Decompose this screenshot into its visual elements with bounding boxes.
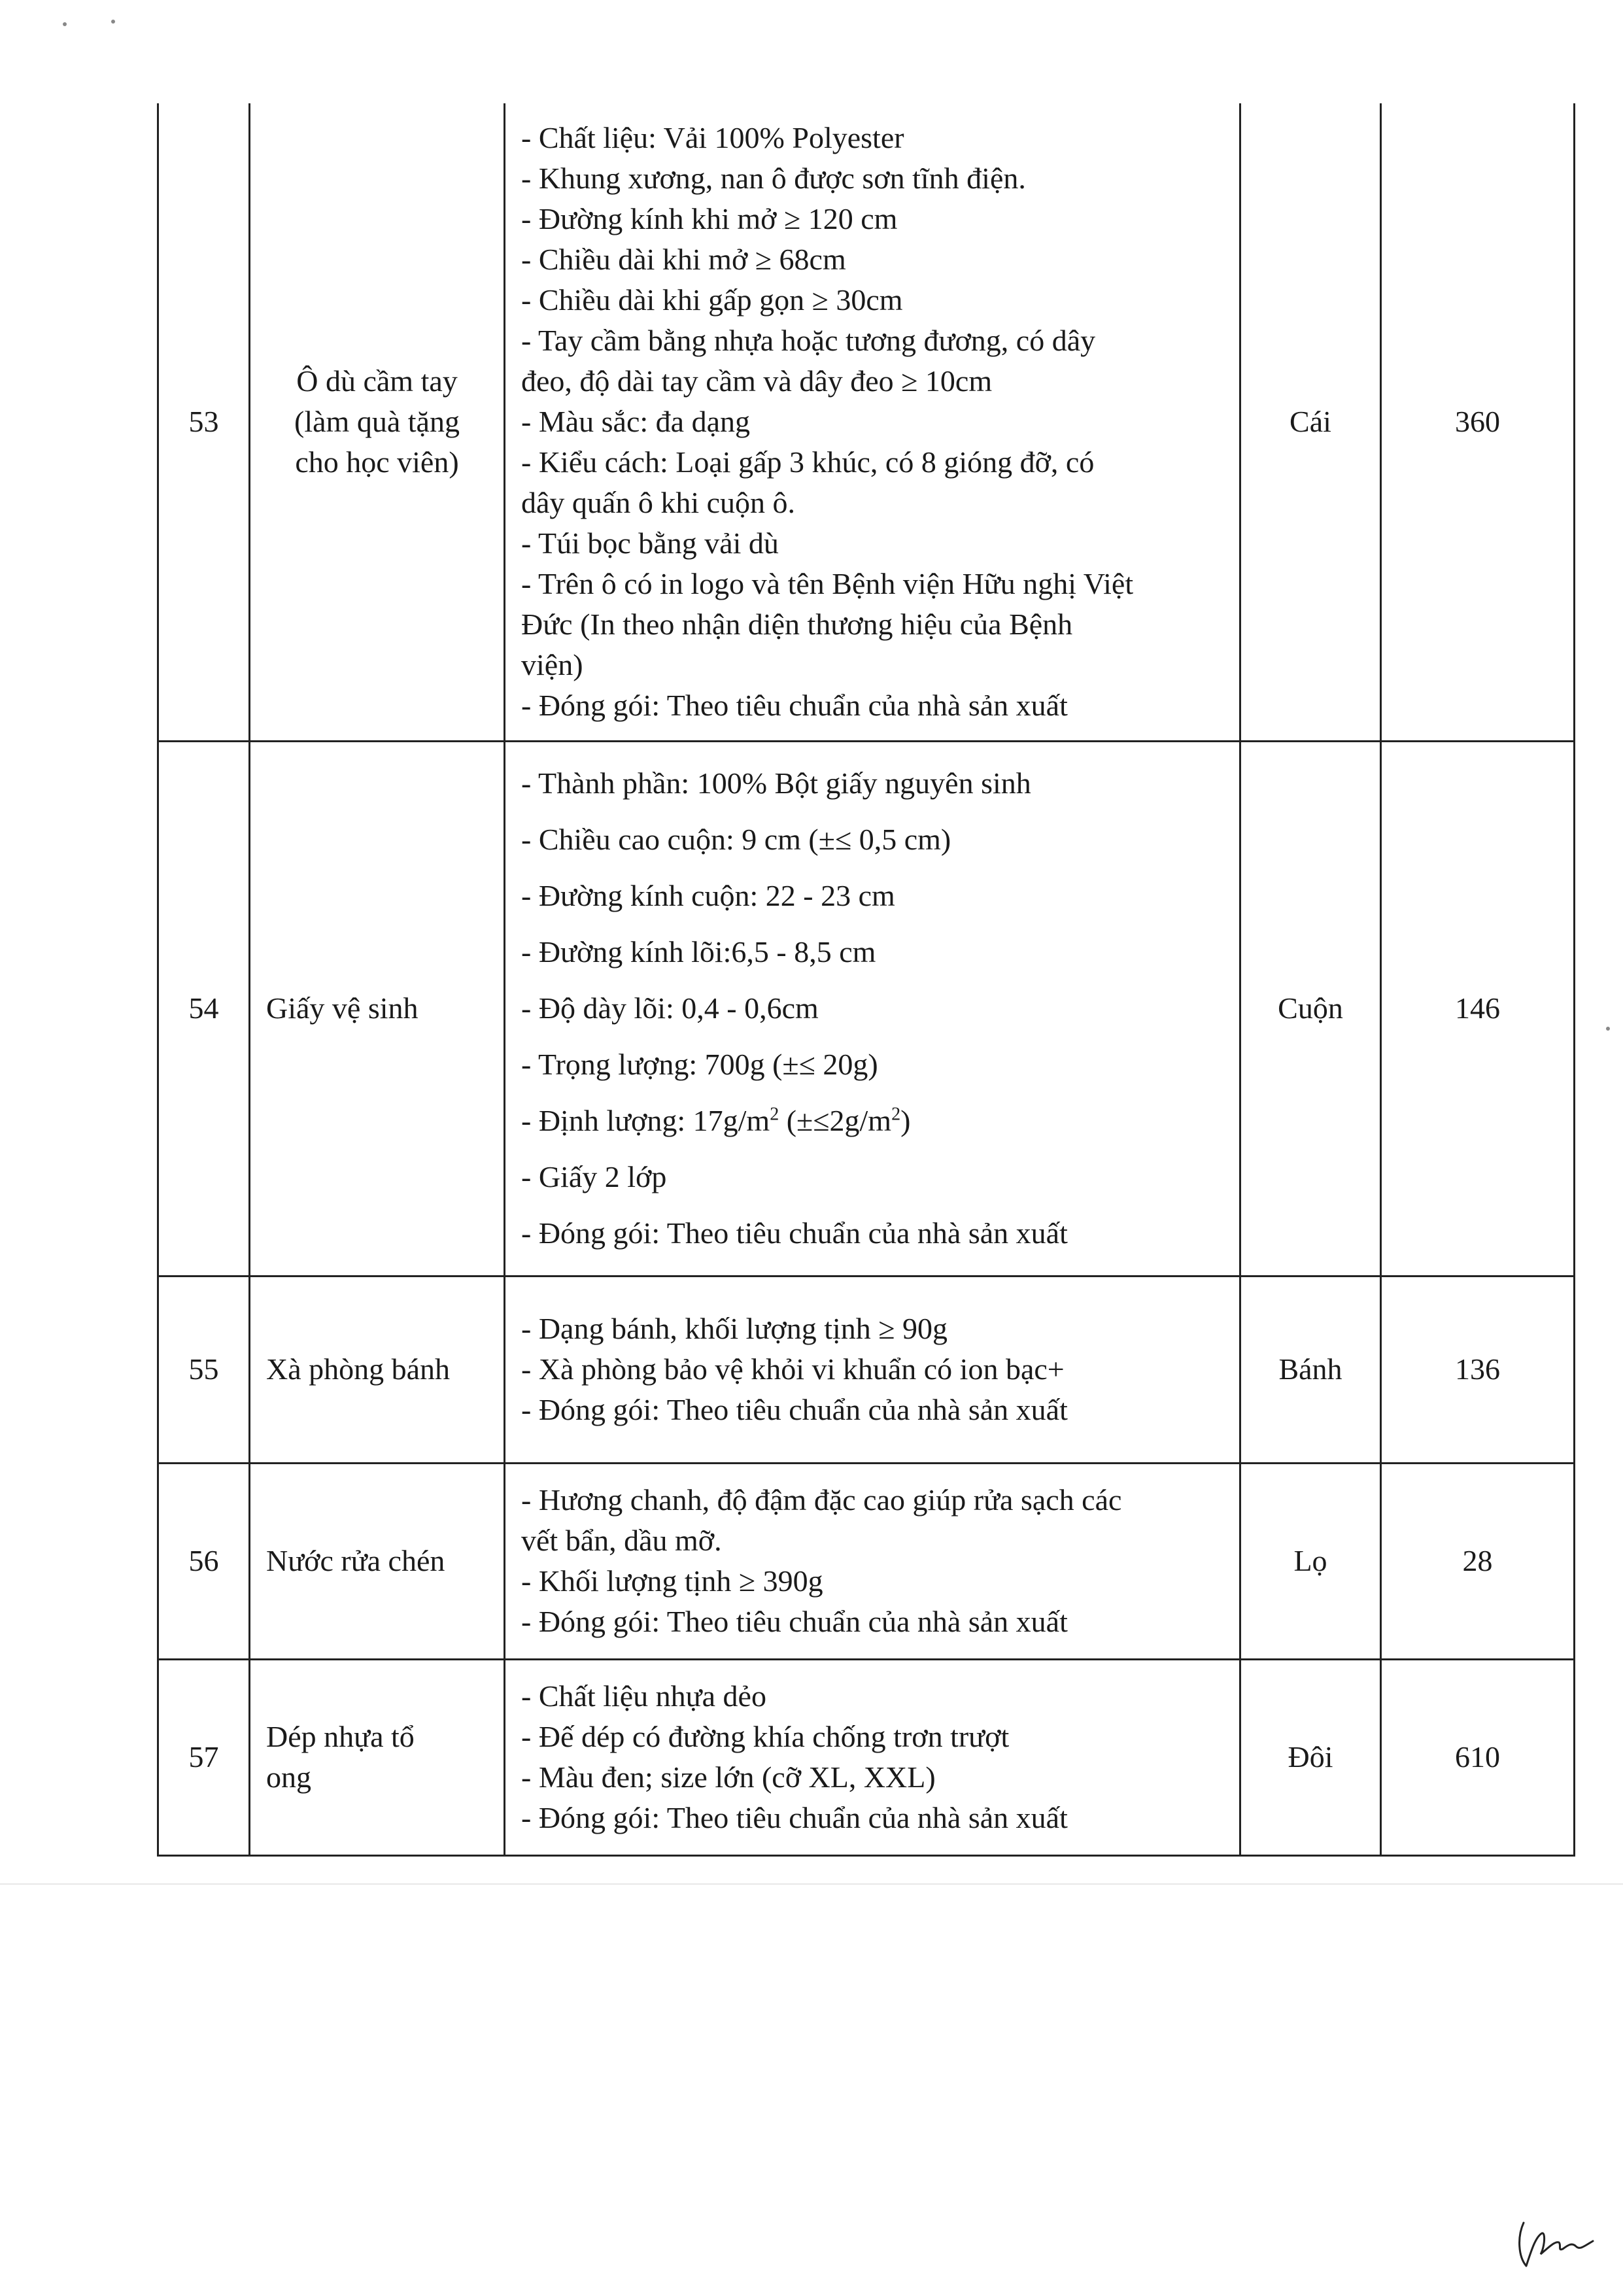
- item-number: 54: [158, 741, 250, 1276]
- spec-line: - Đóng gói: Theo tiêu chuẩn của nhà sản xuất: [521, 688, 1068, 722]
- spec-text: - Định lượng: 17g/m: [521, 1104, 770, 1137]
- item-specification: [505, 1463, 1240, 1659]
- item-specification: [505, 741, 1240, 1276]
- handwritten-signature: [1512, 2211, 1597, 2270]
- scan-speck: [63, 22, 67, 26]
- spec-line: - Màu đen; size lớn (cỡ XL, XXL): [521, 1760, 936, 1794]
- spec-line: - Đế dép có đường khía chống trơn trượt: [521, 1720, 1010, 1753]
- spec-line-dinh-luong: [521, 1093, 1223, 1149]
- spec-line: - Độ dày lõi: 0,4 - 0,6cm: [521, 991, 819, 1025]
- scan-speck: [1606, 1027, 1610, 1031]
- table-row-57: [158, 1659, 1575, 1855]
- spec-line: - Dạng bánh, khối lượng tịnh ≥ 90g: [521, 1312, 948, 1345]
- spec-line: - Chiều dài khi mở ≥ 68cm: [521, 242, 846, 276]
- spec-line: - Đóng gói: Theo tiêu chuẩn của nhà sản xuất: [521, 1393, 1068, 1426]
- spec-line: - Đường kính lõi:6,5 - 8,5 cm: [521, 935, 876, 968]
- item-name-line: (làm quà tặng: [294, 404, 460, 438]
- spec-line: - Chiều cao cuộn: 9 cm (±≤ 0,5 cm): [521, 823, 951, 856]
- item-quantity: 610: [1381, 1659, 1575, 1855]
- spec-line: - Đóng gói: Theo tiêu chuẩn của nhà sản xuất: [521, 1605, 1068, 1638]
- item-name-line: Nước rửa chén: [266, 1544, 445, 1577]
- item-name: [250, 1463, 505, 1659]
- spec-line: - Đóng gói: Theo tiêu chuẩn của nhà sản xuất: [521, 1216, 1068, 1250]
- spec-line: - Kiểu cách: Loại gấp 3 khúc, có 8 gióng đỡ, có: [521, 445, 1095, 479]
- item-unit: Đôi: [1240, 1659, 1381, 1855]
- spec-line: - Trên ô có in logo và tên Bệnh viện Hữu nghị Việt: [521, 566, 1134, 600]
- spec-line: vết bẩn, dầu mỡ.: [521, 1524, 722, 1557]
- spec-line: dây quấn ô khi cuộn ô.: [521, 485, 796, 519]
- spec-line: - Đường kính cuộn: 22 - 23 cm: [521, 879, 895, 912]
- item-name-line: ong: [266, 1760, 311, 1794]
- item-unit: Cuộn: [1240, 741, 1381, 1276]
- spec-line: - Trọng lượng: 700g (±≤ 20g): [521, 1048, 878, 1081]
- spec-line: - Đóng gói: Theo tiêu chuẩn của nhà sản xuất: [521, 1801, 1068, 1834]
- item-quantity: 360: [1381, 103, 1575, 741]
- spec-line: - Đường kính khi mở ≥ 120 cm: [521, 201, 898, 235]
- spec-line: - Khung xương, nan ô được sơn tĩnh điện.: [521, 161, 1026, 195]
- item-quantity: 28: [1381, 1463, 1575, 1659]
- item-quantity: 146: [1381, 741, 1575, 1276]
- superscript: 2: [891, 1104, 901, 1125]
- item-name: [250, 103, 505, 741]
- scan-edge-line: [0, 1883, 1623, 1885]
- spec-line: - Tay cầm bằng nhựa hoặc tương đương, có dây: [521, 323, 1096, 357]
- spec-text: ): [900, 1104, 911, 1137]
- spec-line: - Hương chanh, độ đậm đặc cao giúp rửa sạch các: [521, 1483, 1122, 1516]
- item-number: 55: [158, 1276, 250, 1463]
- spec-line: đeo, độ dài tay cầm và dây đeo ≥ 10cm: [521, 364, 993, 398]
- item-name: [250, 1659, 505, 1855]
- item-name-line: Dép nhựa tổ: [266, 1720, 415, 1753]
- specification-table: [157, 103, 1575, 1857]
- table-row-53: [158, 103, 1575, 741]
- item-number: 57: [158, 1659, 250, 1855]
- superscript: 2: [770, 1104, 779, 1125]
- spec-line: - Chất liệu: Vải 100% Polyester: [521, 120, 904, 154]
- item-unit: Lọ: [1240, 1463, 1381, 1659]
- spec-line: viện): [521, 647, 583, 681]
- item-number: 53: [158, 103, 250, 741]
- item-unit: Cái: [1240, 103, 1381, 741]
- item-specification: [505, 1659, 1240, 1855]
- item-name-line: Xà phòng bánh: [266, 1352, 451, 1386]
- spec-line: - Xà phòng bảo vệ khỏi vi khuẩn có ion bạc+: [521, 1352, 1065, 1386]
- table-row-56: [158, 1463, 1575, 1659]
- spec-text: (±≤2g/m: [779, 1104, 892, 1137]
- table-row-54: [158, 741, 1575, 1276]
- item-name: [250, 741, 505, 1276]
- spec-line: - Màu sắc: đa dạng: [521, 404, 750, 438]
- item-unit: Bánh: [1240, 1276, 1381, 1463]
- item-name-line: cho học viên): [295, 445, 459, 479]
- spec-line: - Chất liệu nhựa dẻo: [521, 1679, 766, 1713]
- spec-line: - Thành phần: 100% Bột giấy nguyên sinh: [521, 766, 1031, 800]
- item-name-line: Giấy vệ sinh: [266, 991, 419, 1025]
- item-quantity: 136: [1381, 1276, 1575, 1463]
- spec-line: Đức (In theo nhận diện thương hiệu của Bệnh: [521, 607, 1073, 641]
- item-name-line: Ô dù cầm tay: [296, 364, 458, 398]
- spec-line: - Giấy 2 lớp: [521, 1160, 667, 1193]
- scan-speck: [111, 20, 115, 24]
- item-number: 56: [158, 1463, 250, 1659]
- item-specification: [505, 1276, 1240, 1463]
- table-row-55: [158, 1276, 1575, 1463]
- spec-line: - Khối lượng tịnh ≥ 390g: [521, 1564, 823, 1598]
- spec-line: - Túi bọc bằng vải dù: [521, 526, 779, 560]
- item-name: [250, 1276, 505, 1463]
- item-specification: [505, 103, 1240, 741]
- spec-line: - Chiều dài khi gấp gọn ≥ 30cm: [521, 283, 903, 317]
